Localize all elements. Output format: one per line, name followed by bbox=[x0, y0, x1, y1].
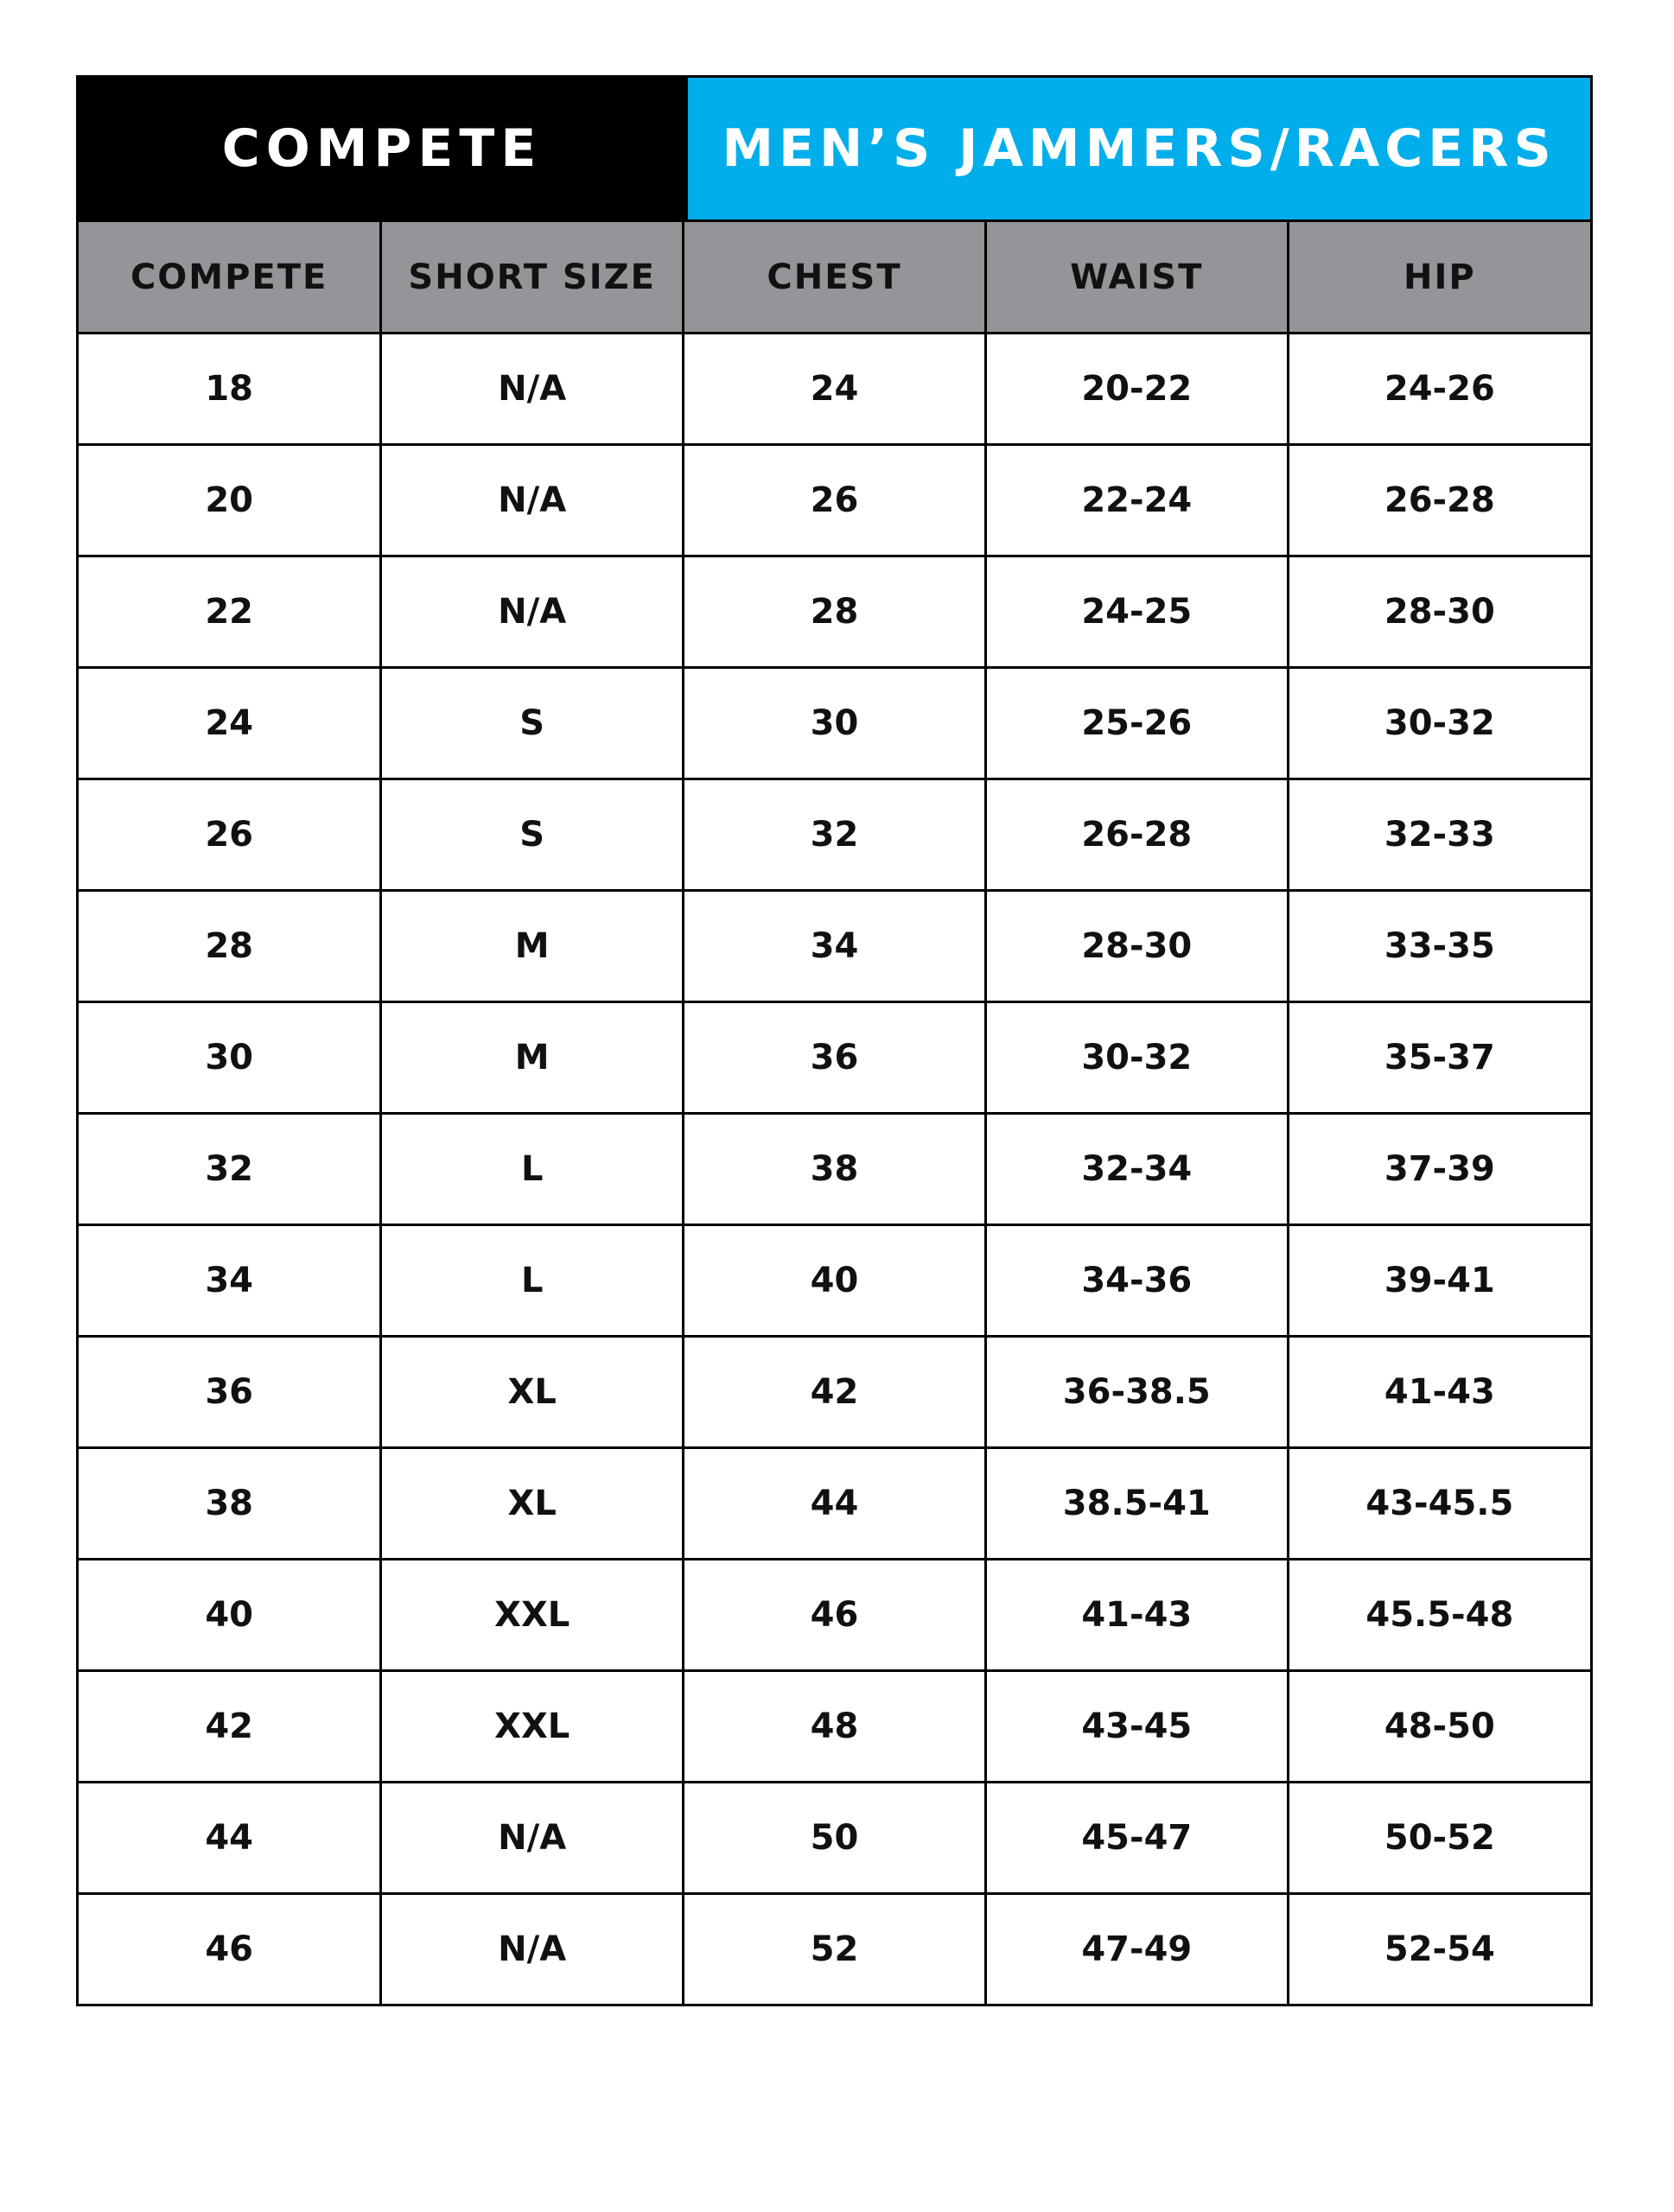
cell-short-size: N/A bbox=[381, 556, 684, 668]
cell-short-size: N/A bbox=[381, 1783, 684, 1894]
cell-chest: 34 bbox=[684, 891, 986, 1002]
cell-waist: 43-45 bbox=[985, 1671, 1288, 1783]
cell-compete-size: 42 bbox=[79, 1671, 381, 1783]
cell-chest: 38 bbox=[684, 1114, 986, 1225]
cell-short-size: XL bbox=[381, 1448, 684, 1560]
cell-chest: 36 bbox=[684, 1002, 986, 1114]
brand-title: COMPETE bbox=[79, 78, 685, 219]
cell-chest: 26 bbox=[684, 445, 986, 556]
table-row bbox=[79, 1337, 1590, 1448]
table-row bbox=[79, 1783, 1590, 1894]
cell-waist: 47-49 bbox=[985, 1894, 1288, 2005]
cell-hip: 45.5-48 bbox=[1288, 1560, 1590, 1671]
cell-short-size: N/A bbox=[381, 334, 684, 445]
cell-short-size: M bbox=[381, 1002, 684, 1114]
cell-compete-size: 30 bbox=[79, 1002, 381, 1114]
cell-hip: 41-43 bbox=[1288, 1337, 1590, 1448]
cell-chest: 50 bbox=[684, 1783, 986, 1894]
cell-compete-size: 38 bbox=[79, 1448, 381, 1560]
column-header-short-size: SHORT SIZE bbox=[381, 221, 684, 334]
cell-hip: 39-41 bbox=[1288, 1225, 1590, 1337]
cell-hip: 32-33 bbox=[1288, 779, 1590, 891]
cell-chest: 30 bbox=[684, 668, 986, 779]
cell-hip: 30-32 bbox=[1288, 668, 1590, 779]
column-header-compete: COMPETE bbox=[79, 221, 381, 334]
table-row bbox=[79, 1114, 1590, 1225]
cell-short-size: N/A bbox=[381, 445, 684, 556]
table-row bbox=[79, 891, 1590, 1002]
cell-waist: 25-26 bbox=[985, 668, 1288, 779]
table-row bbox=[79, 1448, 1590, 1560]
cell-compete-size: 26 bbox=[79, 779, 381, 891]
cell-compete-size: 40 bbox=[79, 1560, 381, 1671]
cell-compete-size: 22 bbox=[79, 556, 381, 668]
cell-waist: 32-34 bbox=[985, 1114, 1288, 1225]
cell-hip: 48-50 bbox=[1288, 1671, 1590, 1783]
cell-chest: 52 bbox=[684, 1894, 986, 2005]
cell-short-size: M bbox=[381, 891, 684, 1002]
table-row bbox=[79, 1002, 1590, 1114]
table-row bbox=[79, 1225, 1590, 1337]
table-row bbox=[79, 445, 1590, 556]
table-row bbox=[79, 668, 1590, 779]
cell-short-size: S bbox=[381, 668, 684, 779]
header-row bbox=[79, 221, 1590, 334]
cell-short-size: S bbox=[381, 779, 684, 891]
cell-short-size: L bbox=[381, 1225, 684, 1337]
cell-waist: 36-38.5 bbox=[985, 1337, 1288, 1448]
cell-hip: 26-28 bbox=[1288, 445, 1590, 556]
cell-chest: 32 bbox=[684, 779, 986, 891]
cell-hip: 43-45.5 bbox=[1288, 1448, 1590, 1560]
cell-hip: 33-35 bbox=[1288, 891, 1590, 1002]
cell-waist: 20-22 bbox=[985, 334, 1288, 445]
cell-short-size: N/A bbox=[381, 1894, 684, 2005]
cell-waist: 24-25 bbox=[985, 556, 1288, 668]
cell-hip: 28-30 bbox=[1288, 556, 1590, 668]
cell-waist: 22-24 bbox=[985, 445, 1288, 556]
table-row bbox=[79, 1671, 1590, 1783]
cell-chest: 48 bbox=[684, 1671, 986, 1783]
table-row bbox=[79, 334, 1590, 445]
cell-compete-size: 32 bbox=[79, 1114, 381, 1225]
column-header-hip: HIP bbox=[1288, 221, 1590, 334]
cell-hip: 37-39 bbox=[1288, 1114, 1590, 1225]
cell-waist: 30-32 bbox=[985, 1002, 1288, 1114]
cell-chest: 46 bbox=[684, 1560, 986, 1671]
cell-waist: 34-36 bbox=[985, 1225, 1288, 1337]
cell-short-size: L bbox=[381, 1114, 684, 1225]
cell-hip: 35-37 bbox=[1288, 1002, 1590, 1114]
cell-compete-size: 20 bbox=[79, 445, 381, 556]
title-row bbox=[79, 78, 1590, 219]
cell-compete-size: 28 bbox=[79, 891, 381, 1002]
cell-chest: 28 bbox=[684, 556, 986, 668]
cell-hip: 24-26 bbox=[1288, 334, 1590, 445]
cell-short-size: XXL bbox=[381, 1560, 684, 1671]
cell-short-size: XL bbox=[381, 1337, 684, 1448]
table-row bbox=[79, 1560, 1590, 1671]
cell-waist: 45-47 bbox=[985, 1783, 1288, 1894]
cell-compete-size: 46 bbox=[79, 1894, 381, 2005]
cell-chest: 44 bbox=[684, 1448, 986, 1560]
table-row bbox=[79, 779, 1590, 891]
cell-compete-size: 18 bbox=[79, 334, 381, 445]
cell-chest: 40 bbox=[684, 1225, 986, 1337]
table-body bbox=[79, 334, 1590, 2005]
cell-hip: 50-52 bbox=[1288, 1783, 1590, 1894]
cell-short-size: XXL bbox=[381, 1671, 684, 1783]
column-header-chest: CHEST bbox=[684, 221, 986, 334]
cell-waist: 41-43 bbox=[985, 1560, 1288, 1671]
product-title: MEN’S JAMMERS/RACERS bbox=[685, 78, 1590, 219]
column-header-waist: WAIST bbox=[985, 221, 1288, 334]
size-chart bbox=[76, 75, 1593, 2006]
cell-compete-size: 36 bbox=[79, 1337, 381, 1448]
cell-compete-size: 24 bbox=[79, 668, 381, 779]
cell-waist: 26-28 bbox=[985, 779, 1288, 891]
table-row bbox=[79, 1894, 1590, 2005]
cell-waist: 28-30 bbox=[985, 891, 1288, 1002]
cell-waist: 38.5-41 bbox=[985, 1448, 1288, 1560]
size-table bbox=[79, 219, 1590, 2004]
cell-compete-size: 44 bbox=[79, 1783, 381, 1894]
cell-compete-size: 34 bbox=[79, 1225, 381, 1337]
table-row bbox=[79, 556, 1590, 668]
cell-chest: 42 bbox=[684, 1337, 986, 1448]
cell-hip: 52-54 bbox=[1288, 1894, 1590, 2005]
cell-chest: 24 bbox=[684, 334, 986, 445]
